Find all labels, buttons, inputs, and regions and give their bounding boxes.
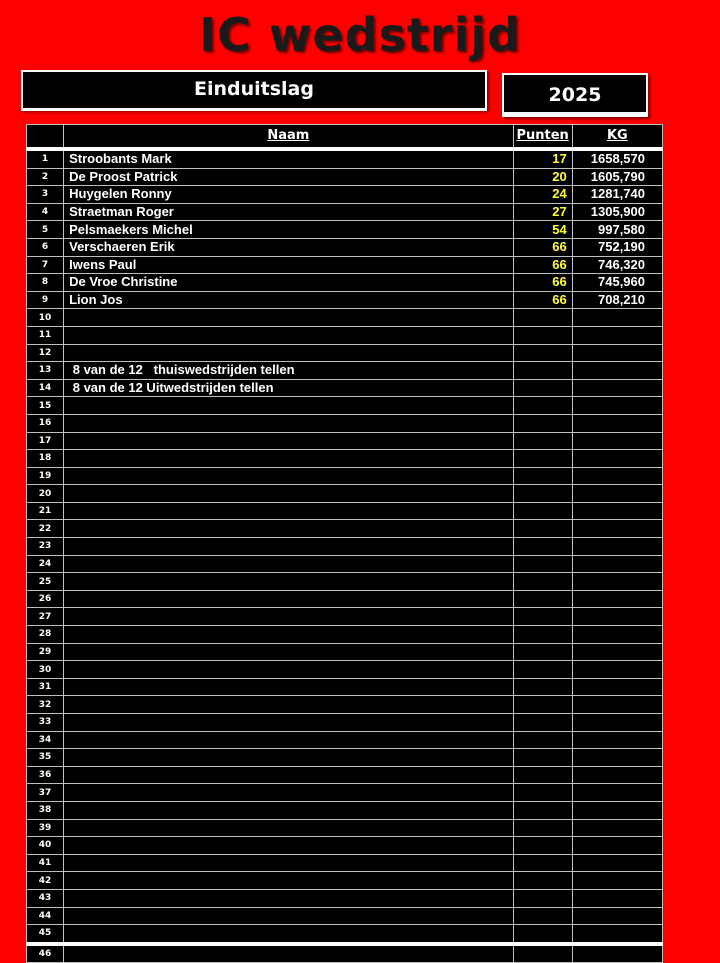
row-number: 4	[27, 203, 64, 221]
row-number: 9	[27, 291, 64, 309]
row-kg	[572, 538, 662, 556]
row-naam	[64, 344, 513, 362]
row-naam: 8 van de 12 thuiswedstrijden tellen	[64, 362, 513, 380]
row-number: 36	[27, 766, 64, 784]
table-row	[27, 661, 663, 679]
row-punten: 66	[513, 256, 572, 274]
row-kg	[572, 573, 662, 591]
row-number: 38	[27, 801, 64, 819]
row-naam: De Proost Patrick	[64, 168, 513, 186]
row-kg	[572, 432, 662, 450]
row-naam: Lion Jos	[64, 291, 513, 309]
table-row	[27, 450, 663, 468]
row-naam	[64, 678, 513, 696]
row-number: 20	[27, 485, 64, 503]
row-kg	[572, 344, 662, 362]
row-kg	[572, 925, 662, 944]
row-kg: 746,320	[572, 256, 662, 274]
row-naam	[64, 854, 513, 872]
row-number: 37	[27, 784, 64, 802]
table-row	[27, 678, 663, 696]
row-punten	[513, 502, 572, 520]
table-row	[27, 203, 663, 221]
row-kg: 1281,740	[572, 186, 662, 204]
row-kg	[572, 907, 662, 925]
row-punten	[513, 344, 572, 362]
row-punten: 54	[513, 221, 572, 239]
year-label: 2025	[548, 84, 602, 106]
row-punten	[513, 485, 572, 503]
row-number: 10	[27, 309, 64, 327]
row-naam	[64, 925, 513, 944]
row-punten	[513, 590, 572, 608]
row-punten	[513, 661, 572, 679]
row-naam: De Vroe Christine	[64, 274, 513, 292]
row-number: 23	[27, 538, 64, 556]
row-number: 27	[27, 608, 64, 626]
row-number: 15	[27, 397, 64, 415]
row-naam	[64, 309, 513, 327]
row-punten: 66	[513, 274, 572, 292]
row-number: 26	[27, 590, 64, 608]
table-row	[27, 907, 663, 925]
row-kg	[572, 555, 662, 573]
row-number: 32	[27, 696, 64, 714]
row-kg	[572, 362, 662, 380]
row-naam	[64, 714, 513, 732]
table-row	[27, 590, 663, 608]
row-naam	[64, 801, 513, 819]
row-punten	[513, 925, 572, 944]
row-kg	[572, 766, 662, 784]
row-kg	[572, 414, 662, 432]
row-number: 17	[27, 432, 64, 450]
row-naam	[64, 749, 513, 767]
row-punten	[513, 819, 572, 837]
row-kg	[572, 379, 662, 397]
row-kg	[572, 801, 662, 819]
table-row	[27, 344, 663, 362]
row-kg	[572, 854, 662, 872]
row-punten	[513, 678, 572, 696]
row-kg	[572, 502, 662, 520]
row-number: 19	[27, 467, 64, 485]
row-number: 2	[27, 168, 64, 186]
table-row	[27, 555, 663, 573]
row-number: 6	[27, 238, 64, 256]
row-number: 43	[27, 889, 64, 907]
table-row	[27, 256, 663, 274]
row-kg	[572, 872, 662, 890]
row-kg	[572, 731, 662, 749]
header-num	[27, 125, 64, 150]
row-kg	[572, 784, 662, 802]
table-row	[27, 626, 663, 644]
row-punten: 24	[513, 186, 572, 204]
row-punten	[513, 784, 572, 802]
row-number: 44	[27, 907, 64, 925]
row-naam	[64, 626, 513, 644]
header-kg: KG	[572, 125, 662, 150]
row-kg	[572, 485, 662, 503]
row-number: 5	[27, 221, 64, 239]
table-row	[27, 766, 663, 784]
row-naam	[64, 696, 513, 714]
row-punten	[513, 801, 572, 819]
subtitle-box	[21, 70, 487, 110]
row-number: 28	[27, 626, 64, 644]
subtitle-label: Einduitslag	[194, 78, 314, 100]
table-row	[27, 889, 663, 907]
table-row	[27, 502, 663, 520]
table-row	[27, 872, 663, 890]
row-kg: 997,580	[572, 221, 662, 239]
row-naam	[64, 450, 513, 468]
row-naam	[64, 872, 513, 890]
row-punten	[513, 696, 572, 714]
row-punten: 27	[513, 203, 572, 221]
row-number: 46	[27, 944, 64, 963]
row-number: 40	[27, 837, 64, 855]
row-punten	[513, 872, 572, 890]
table-row	[27, 432, 663, 450]
row-number: 45	[27, 925, 64, 944]
row-naam	[64, 467, 513, 485]
table-row	[27, 485, 663, 503]
table-row	[27, 784, 663, 802]
page-title: IC wedstrijd	[198, 8, 522, 62]
row-punten	[513, 643, 572, 661]
table-row	[27, 819, 663, 837]
row-naam	[64, 573, 513, 591]
row-punten	[513, 731, 572, 749]
table-row	[27, 854, 663, 872]
row-punten	[513, 414, 572, 432]
table-row	[27, 291, 663, 309]
header-punten: Punten	[513, 125, 572, 150]
row-kg: 1658,570	[572, 149, 662, 168]
row-punten	[513, 397, 572, 415]
table-row	[27, 467, 663, 485]
row-number: 7	[27, 256, 64, 274]
row-number: 42	[27, 872, 64, 890]
row-punten	[513, 889, 572, 907]
row-kg	[572, 696, 662, 714]
subtitle-underline	[21, 108, 487, 111]
table-row	[27, 538, 663, 556]
row-number: 31	[27, 678, 64, 696]
row-punten	[513, 766, 572, 784]
row-naam: Verschaeren Erik	[64, 238, 513, 256]
row-punten	[513, 714, 572, 732]
row-punten	[513, 309, 572, 327]
row-number: 25	[27, 573, 64, 591]
table-row	[27, 362, 663, 380]
row-number: 14	[27, 379, 64, 397]
row-naam: Stroobants Mark	[64, 149, 513, 168]
table-row	[27, 309, 663, 327]
row-number: 16	[27, 414, 64, 432]
row-punten: 66	[513, 291, 572, 309]
row-punten	[513, 555, 572, 573]
row-naam	[64, 889, 513, 907]
row-kg: 752,190	[572, 238, 662, 256]
table-row	[27, 397, 663, 415]
row-kg	[572, 626, 662, 644]
row-naam	[64, 819, 513, 837]
row-kg	[572, 643, 662, 661]
table-header	[27, 125, 663, 150]
table-row	[27, 326, 663, 344]
row-naam	[64, 538, 513, 556]
row-punten	[513, 854, 572, 872]
row-naam	[64, 555, 513, 573]
table-row	[27, 168, 663, 186]
table-row	[27, 837, 663, 855]
table-row	[27, 414, 663, 432]
row-kg	[572, 309, 662, 327]
row-number: 8	[27, 274, 64, 292]
row-kg	[572, 467, 662, 485]
table-row	[27, 274, 663, 292]
row-kg	[572, 837, 662, 855]
row-kg	[572, 608, 662, 626]
row-naam	[64, 590, 513, 608]
row-naam	[64, 784, 513, 802]
results-table	[26, 124, 663, 963]
row-number: 13	[27, 362, 64, 380]
row-naam	[64, 414, 513, 432]
table-body	[27, 149, 663, 963]
row-naam	[64, 397, 513, 415]
row-naam	[64, 837, 513, 855]
row-naam	[64, 766, 513, 784]
row-punten	[513, 907, 572, 925]
row-naam	[64, 485, 513, 503]
table-row	[27, 221, 663, 239]
row-naam	[64, 731, 513, 749]
row-number: 24	[27, 555, 64, 573]
row-punten	[513, 626, 572, 644]
row-punten	[513, 749, 572, 767]
table-row	[27, 925, 663, 944]
row-naam	[64, 326, 513, 344]
row-kg	[572, 520, 662, 538]
row-naam	[64, 661, 513, 679]
table-row	[27, 379, 663, 397]
row-naam: Straetman Roger	[64, 203, 513, 221]
table-row	[27, 573, 663, 591]
header-naam: Naam	[64, 125, 513, 150]
row-punten	[513, 450, 572, 468]
row-kg	[572, 819, 662, 837]
row-kg: 708,210	[572, 291, 662, 309]
row-kg	[572, 397, 662, 415]
row-number: 11	[27, 326, 64, 344]
row-number: 18	[27, 450, 64, 468]
row-punten: 17	[513, 149, 572, 168]
row-naam: Pelsmaekers Michel	[64, 221, 513, 239]
table-row	[27, 714, 663, 732]
row-number: 1	[27, 149, 64, 168]
row-number: 22	[27, 520, 64, 538]
row-number: 41	[27, 854, 64, 872]
row-naam	[64, 643, 513, 661]
row-punten	[513, 520, 572, 538]
table-row	[27, 520, 663, 538]
row-number: 3	[27, 186, 64, 204]
row-number: 33	[27, 714, 64, 732]
row-punten	[513, 837, 572, 855]
table-row	[27, 608, 663, 626]
table-row	[27, 238, 663, 256]
table-row	[27, 696, 663, 714]
row-kg	[572, 889, 662, 907]
row-punten: 20	[513, 168, 572, 186]
row-punten	[513, 467, 572, 485]
table-row	[27, 731, 663, 749]
row-kg	[572, 326, 662, 344]
row-number: 39	[27, 819, 64, 837]
row-number: 30	[27, 661, 64, 679]
row-number: 21	[27, 502, 64, 520]
row-number: 12	[27, 344, 64, 362]
table-row	[27, 749, 663, 767]
row-kg: 745,960	[572, 274, 662, 292]
row-punten	[513, 432, 572, 450]
row-punten	[513, 608, 572, 626]
row-naam: Iwens Paul	[64, 256, 513, 274]
row-kg	[572, 678, 662, 696]
row-punten	[513, 326, 572, 344]
row-punten	[513, 362, 572, 380]
row-naam	[64, 502, 513, 520]
row-number: 34	[27, 731, 64, 749]
row-punten	[513, 538, 572, 556]
year-underline	[502, 112, 648, 115]
row-naam: Huygelen Ronny	[64, 186, 513, 204]
year-box	[502, 73, 648, 117]
row-punten	[513, 573, 572, 591]
row-number: 29	[27, 643, 64, 661]
table-row	[27, 643, 663, 661]
row-naam: 8 van de 12 Uitwedstrijden tellen	[64, 379, 513, 397]
row-kg	[572, 749, 662, 767]
row-kg: 1305,900	[572, 203, 662, 221]
row-kg	[572, 450, 662, 468]
table-row	[27, 149, 663, 168]
table-row	[27, 186, 663, 204]
row-naam	[64, 520, 513, 538]
table-row	[27, 801, 663, 819]
row-naam	[64, 907, 513, 925]
row-number: 35	[27, 749, 64, 767]
row-kg	[572, 590, 662, 608]
row-kg	[572, 661, 662, 679]
row-naam	[64, 432, 513, 450]
row-kg: 1605,790	[572, 168, 662, 186]
row-naam	[64, 608, 513, 626]
row-kg	[572, 714, 662, 732]
row-punten: 66	[513, 238, 572, 256]
row-punten	[513, 379, 572, 397]
